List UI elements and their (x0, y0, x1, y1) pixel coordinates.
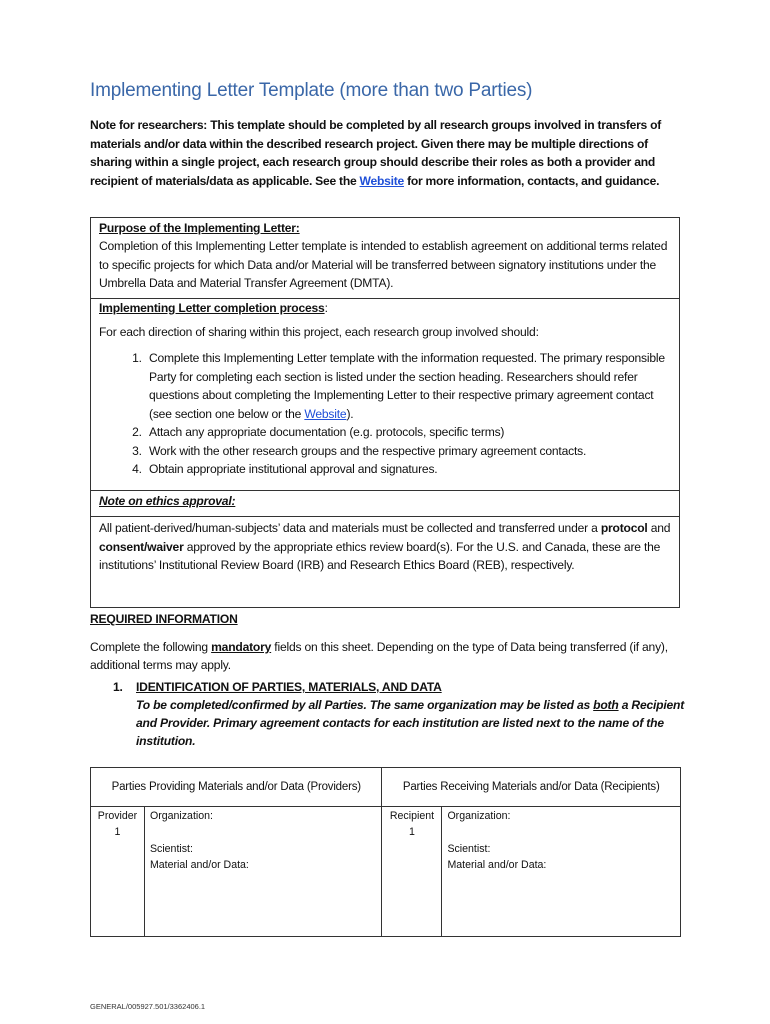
recipient-scientist-label: Scientist: (447, 842, 491, 855)
purpose-heading: Purpose of the Implementing Letter: (99, 221, 300, 235)
process-step (145, 349, 671, 423)
ethics-body (99, 519, 671, 575)
website-link[interactable]: Website (304, 406, 347, 421)
instructions-box (90, 217, 680, 608)
recipient-organization-label: Organization: (447, 810, 511, 822)
recipient-cell (382, 807, 442, 937)
identification-instructions (136, 696, 696, 750)
step-text-end: ). (346, 406, 354, 421)
recipient-details-cell[interactable] (442, 807, 681, 937)
required-text-end: fields on this sheet. Depending on the type of Data being transferred (if any), additional terms may apply. (90, 640, 668, 672)
required-information-heading: REQUIRED INFORMATION (90, 612, 238, 626)
website-link[interactable]: Website (359, 173, 404, 188)
process-intro: For each direction of sharing within this project, each research group involved should: (99, 325, 539, 339)
process-section (91, 301, 679, 479)
ethics-section (91, 494, 679, 575)
page-title: Implementing Letter Template (more than two Parties) (90, 80, 533, 101)
required-information-body (90, 638, 686, 674)
provider-label: Provider (97, 810, 138, 822)
document-footer: GENERAL/005927.501/3362406.1 (90, 1002, 206, 1011)
ethics-heading: Note on ethics approval: (99, 494, 236, 508)
section-divider (91, 298, 679, 299)
required-text: Complete the following (90, 640, 212, 654)
provider-scientist-label: Scientist: (149, 842, 193, 855)
ethics-text-end: approved by the appropriate ethics review board(s). For the U.S. and Canada, these are the institutions’ Institutional Review Board (IRB) and Research Ethics Board (REB), respectively. (99, 539, 661, 573)
purpose-section (91, 219, 679, 293)
process-heading-colon: : (324, 301, 328, 315)
recipient-number: 1 (409, 826, 415, 838)
parties-table (90, 767, 681, 937)
purpose-body: Completion of this Implementing Letter template is intended to establish agreement on additional terms related to specific projects for which Data and/or Material will be transferred between signatory institutions under the Umbrella Data and Material Transfer Agreement (DMTA). (99, 239, 668, 291)
researcher-note (90, 116, 686, 190)
section-divider (91, 490, 679, 491)
step-text: Complete this Implementing Letter template with the information requested. The primary responsible Party for completing each section is listed under the section heading. Researchers should refer questions about completing the Implementing Letter to their respective primary agreement contact (see section one below or the (149, 351, 665, 421)
researcher-note-text-end: for more information, contacts, and guidance. (403, 173, 660, 188)
consent-term: consent/waiver (99, 539, 184, 554)
process-step: 3. Work with the other research groups and the respective primary agreement contacts. (145, 442, 671, 461)
ethics-and: and (647, 521, 671, 535)
identification-text: To be completed/confirmed by all Parties. The same organization may be listed as (136, 698, 594, 712)
ethics-text: All patient-derived/human-subjects’ data and materials must be collected and transferred under a (99, 521, 601, 535)
section-number: 1. (113, 680, 123, 694)
recipient-material-label: Material and/or Data: (447, 859, 547, 871)
process-heading: Implementing Letter completion process (99, 301, 325, 315)
provider-organization-label: Organization: (149, 810, 213, 822)
process-step: 2. Attach any appropriate documentation (e.g. protocols, specific terms) (145, 423, 671, 442)
provider-cell (91, 807, 145, 937)
provider-material-label: Material and/or Data: (149, 859, 249, 871)
researcher-note-text: Note for researchers: This template should be completed by all research groups involved in transfers of materials and/or data within the described research project. Given there may be multiple directions of sharing within a single project, each research group should describe their roles as both a provider and recipient of materials/data as applicable. See the (90, 118, 662, 188)
providers-header: Parties Providing Materials and/or Data (Providers) (91, 768, 382, 807)
provider-details-cell[interactable] (144, 807, 382, 937)
mandatory-term: mandatory (211, 640, 272, 654)
provider-number: 1 (114, 826, 121, 838)
identification-title: IDENTIFICATION OF PARTIES, MATERIALS, AND DATA (136, 680, 442, 694)
both-term: both (593, 698, 619, 712)
recipient-label: Recipient (389, 810, 435, 822)
ethics-divider (91, 516, 679, 517)
identification-heading (113, 680, 442, 694)
process-step: 4. Obtain appropriate institutional approval and signatures. (145, 460, 671, 479)
recipients-header: Parties Receiving Materials and/or Data (Recipients) (382, 768, 681, 807)
identification-text-end: a Recipient and Provider. Primary agreement contacts for each institution are listed next to the name of the institution. (136, 698, 685, 749)
process-steps (99, 349, 671, 479)
protocol-term: protocol (600, 521, 648, 535)
